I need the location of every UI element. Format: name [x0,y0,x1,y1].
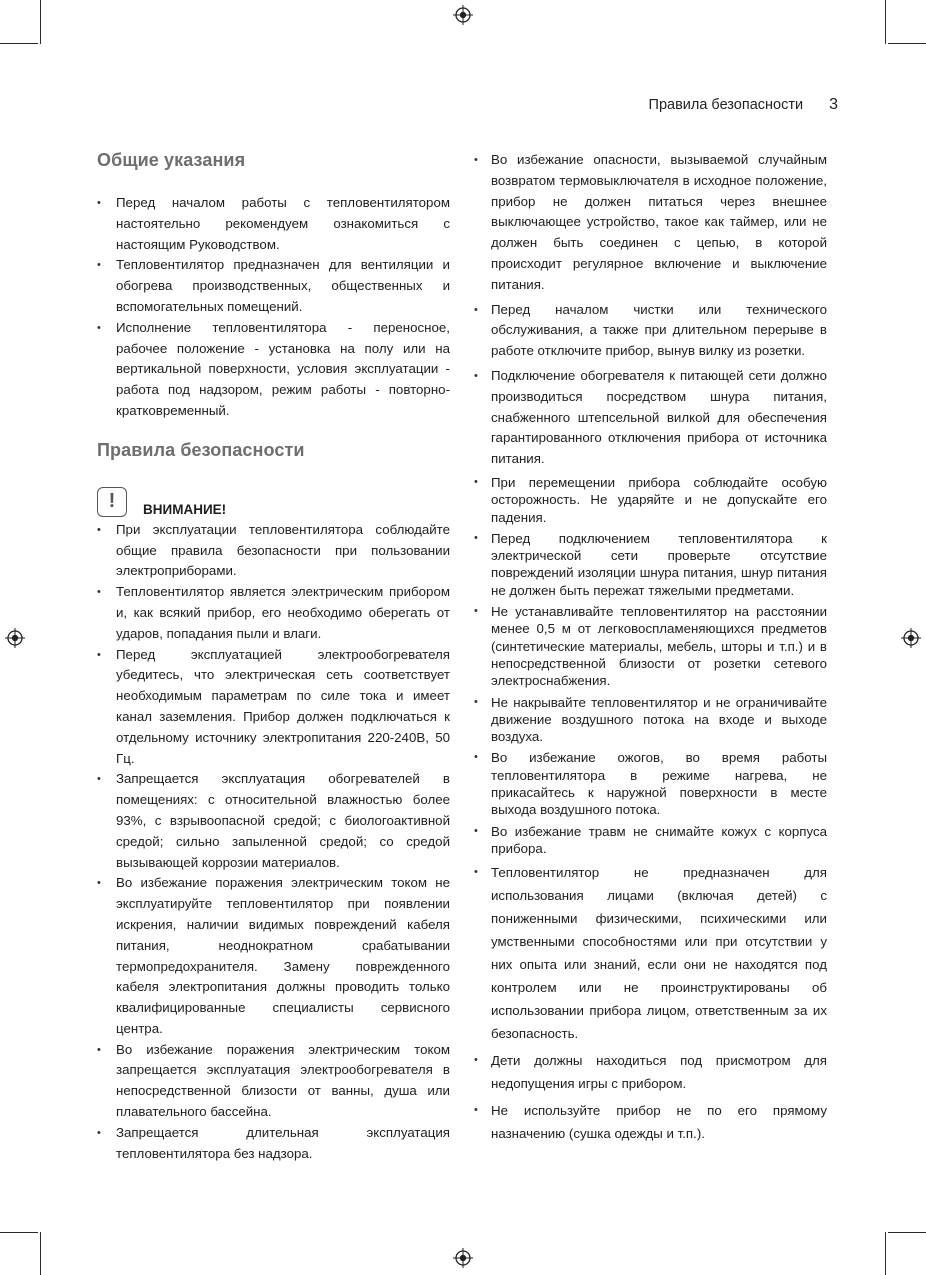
list-item: • Не используйте прибор не по его прямому назначению (сушка одежды и т.п.). [474,1099,827,1145]
list-item: • Не накрывайте тепловентилятор и не ограничивайте движение воздушного потока на входе и выходе воздуха. [474,694,827,746]
safety-list [97,520,450,1165]
list-item: • Перед эксплуатацией электрообогревателя убедитесь, что электрическая сеть соответствует необходимым параметрам по силе тока и имеет канал заземления. Прибор должен подключаться к отдельному источнику электропитания 220-240В, 50 Гц. [97,645,450,770]
list-item: • Тепловентилятор не предназначен для использования лицами (включая детей) с пониженными физическими, психическими или умственными способностями или при отсутствии у них опыта или знаний, если они не находятся под контролем или не проинструктированы об использовании прибора лицом, ответственным за их безопасность. [474,861,827,1045]
list-item: • При эксплуатации тепловентилятора соблюдайте общие правила безопасности при пользовании электроприборами. [97,520,450,582]
page-number: 3 [829,96,838,113]
list-item: • Тепловентилятор предназначен для вентиляции и обогрева производственных, общественных и вспомогательных помещений. [97,255,450,317]
registration-mark-icon [453,5,473,25]
list-item: • Подключение обогревателя к питающей сети должно производиться посредством шнура питания, снабженного штепсельной вилкой для обеспечения гарантированного отключения прибора от источника питания. [474,366,827,470]
crop-mark [0,1232,38,1233]
crop-mark [40,1232,41,1275]
section-title-safety: Правила безопасности [97,439,305,460]
section-title-general: Общие указания [97,150,246,170]
header-title: Правила безопасности [648,97,804,113]
crop-mark [888,43,926,44]
warning-label: ВНИМАНИЕ! [143,501,227,517]
crop-mark [885,1232,886,1275]
list-item: • Перед началом чистки или технического обслуживания, а также при длительном перерыве в работе отключите прибор, вынув вилку из розетки. [474,300,827,362]
list-item: • Исполнение тепловентилятора - переносное, рабочее положение - установка на полу или на вертикальной поверхности, условия эксплуатации - работа под надзором, режим работы - повторно-кратковременный. [97,318,450,422]
list-item: • Запрещается длительная эксплуатация тепловентилятора без надзора. [97,1123,450,1165]
general-list [97,193,450,422]
registration-mark-icon [5,628,25,648]
crop-mark [0,43,38,44]
crop-mark [888,1232,926,1233]
warning-icon: ! [97,487,127,517]
list-item: • Запрещается эксплуатация обогревателей в помещениях: с относительной влажностью более 93%, с взрывоопасной средой; с биологоактивной средой; сильно запыленной средой; со средой вызывающей коррозии материалов. [97,769,450,873]
left-column [97,150,450,1164]
running-header [649,96,838,114]
warning-block [97,483,450,517]
list-item: • Не устанавливайте тепловентилятор на расстоянии менее 0,5 м от легковоспламеняющихся предметов (синтетические материалы, мебель, шторы и т.п.) и в непосредственной близости от розетки сетевого электроснабжения. [474,603,827,689]
list-item: • Во избежание травм не снимайте кожух с корпуса прибора. [474,823,827,858]
list-item: • Перед подключением тепловентилятора к электрической сети проверьте отсутствие повреждений изоляции шнура питания, шнур питания не должен быть пережат тяжелыми предметами. [474,530,827,599]
crop-mark [40,0,41,44]
registration-mark-icon [901,628,921,648]
list-item: • Перед началом работы с тепловентилятором настоятельно рекомендуем ознакомиться с настоящим Руководством. [97,193,450,255]
list-item: • Во избежание поражения электрическим током не эксплуатируйте тепловентилятор при появлении искрения, наличии видимых повреждений кабеля питания, неоднократном срабатывании термопредохранителя. Замену поврежденного кабеля электропитания должны проводить только квалифицированные специалисты сервисного центра. [97,873,450,1039]
list-item: • Во избежание поражения электрическим током запрещается эксплуатация электрообогревателя в непосредственной близости от ванны, душа или плавательного бассейна. [97,1040,450,1123]
list-item: • Во избежание опасности, вызываемой случайным возвратом термовыключателя в исходное положение, прибор не должен питаться через внешнее выключающее устройство, такое как таймер, или не должен быть соединен с цепью, в которой происходит регулярное включение и выключение питания. [474,150,827,296]
list-item: • Дети должны находиться под присмотром для недопущения игры с прибором. [474,1049,827,1095]
safety-list-continued [474,150,827,1145]
list-item: • Тепловентилятор является электрическим прибором и, как всякий прибор, его необходимо оберегать от ударов, попадания пыли и влаги. [97,582,450,644]
right-column [474,150,827,1149]
registration-mark-icon [453,1248,473,1268]
list-item: • При перемещении прибора соблюдайте особую осторожность. Не ударяйте и не допускайте его падения. [474,474,827,526]
list-item: • Во избежание ожогов, во время работы тепловентилятора в режиме нагрева, не прикасайтесь к наружной поверхности в месте выхода воздушного потока. [474,749,827,818]
crop-mark [885,0,886,44]
